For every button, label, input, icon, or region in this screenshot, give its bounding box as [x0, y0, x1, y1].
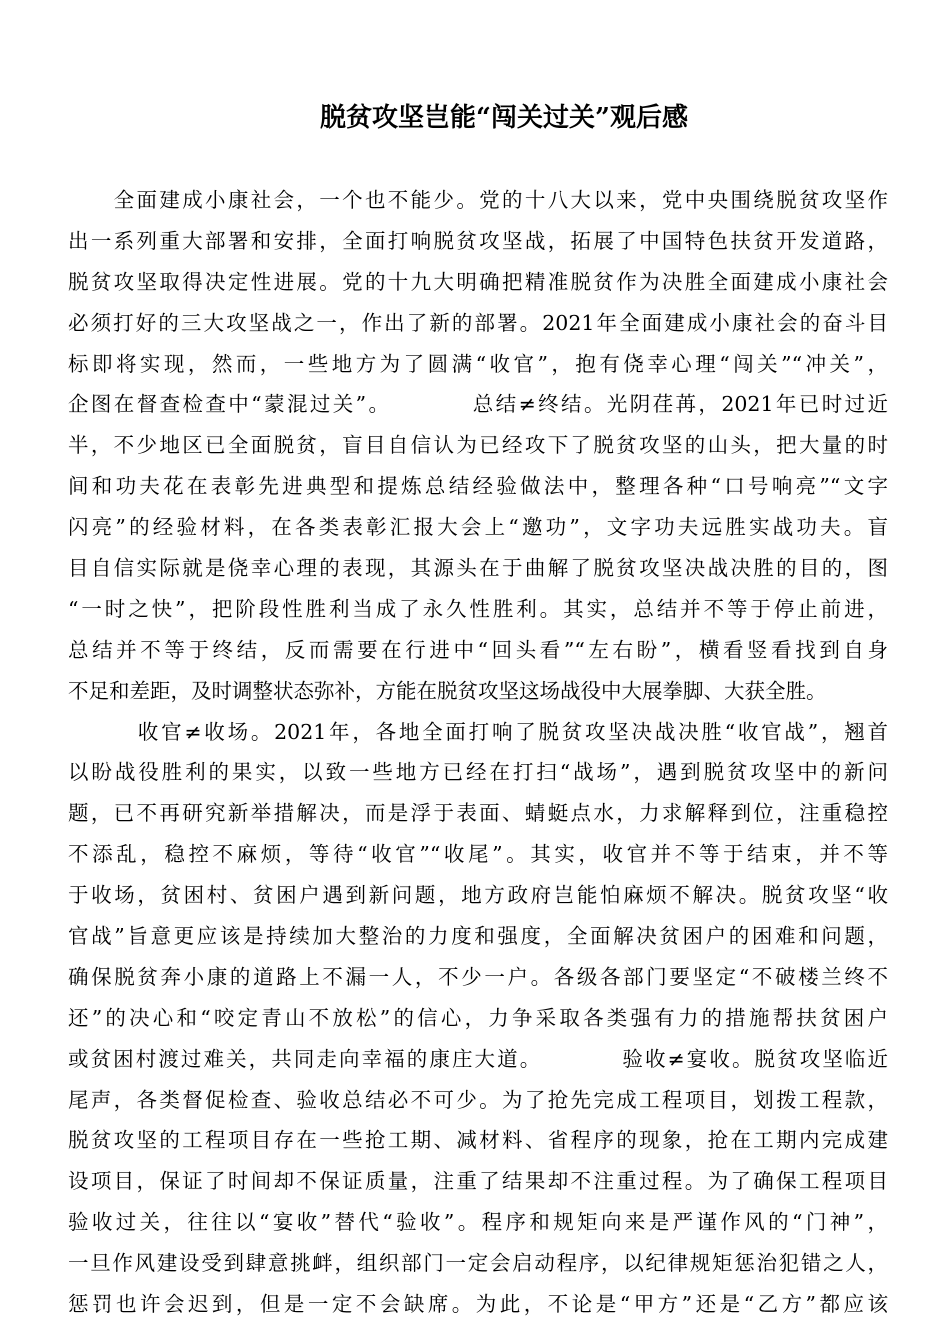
body-line: 确保脱贫奔小康的道路上不漏一人，不少一户。各级各部门要坚定“不破楼兰终不 [68, 964, 888, 989]
body-line: 间和功夫花在表彰先进典型和提炼总结经验做法中，整理各种“口号响亮”“文字 [68, 474, 888, 499]
body-line: 设项目，保证了时间却不保证质量，注重了结果却不注重过程。为了确保工程项目 [68, 1169, 888, 1194]
body-line: 于收场，贫困村、贫困户遇到新问题，地方政府岂能怕麻烦不解决。脱贫攻坚“收 [68, 883, 888, 908]
body-line: 标即将实现，然而，一些地方为了圆满“收官”，抱有侥幸心理“闯关”“冲关”， [68, 351, 888, 376]
body-line: 企图在督查检查中“蒙混过关”。 总结≠终结。光阴荏苒，2021年已时过近 [68, 392, 888, 417]
body-line: 闪亮”的经验材料，在各类表彰汇报大会上“邀功”，文字功夫远胜实战功夫。盲 [68, 515, 888, 540]
body-line: 必须打好的三大攻坚战之一，作出了新的部署。2021年全面建成小康社会的奋斗目 [68, 310, 888, 335]
body-line: 还”的决心和“咬定青山不放松”的信心，力争采取各类强有力的措施帮扶贫困户 [68, 1005, 888, 1030]
body-line: 验收过关，往往以“宴收”替代“验收”。程序和规矩向来是严谨作风的“门神”， [68, 1210, 888, 1235]
body-line: 尾声，各类督促检查、验收总结必不可少。为了抢先完成工程项目，划拨工程款， [68, 1087, 888, 1112]
body-line: 出一系列重大部署和安排，全面打响脱贫攻坚战，拓展了中国特色扶贫开发道路， [68, 228, 888, 253]
body-line: 或贫困村渡过难关，共同走向幸福的康庄大道。 验收≠宴收。脱贫攻坚临近 [68, 1046, 888, 1071]
body-line: 不添乱，稳控不麻烦，等待“收官”“收尾”。其实，收官并不等于结束，并不等 [68, 842, 888, 867]
body-line: 官战”旨意更应该是持续加大整治的力度和强度，全面解决贫困户的困难和问题， [68, 924, 888, 949]
body-line: 脱贫攻坚的工程项目存在一些抢工期、减材料、省程序的现象，抢在工期内完成建 [68, 1128, 888, 1153]
body-line: 题，已不再研究新举措解决，而是浮于表面、蜻蜓点水，力求解释到位，注重稳控 [68, 801, 888, 826]
body-line: 目自信实际就是侥幸心理的表现，其源头在于曲解了脱贫攻坚决战决胜的目的，图 [68, 556, 888, 581]
body-line: 惩罚也许会迟到，但是一定不会缺席。为此，不论是“甲方”还是“乙方”都应该 [68, 1292, 888, 1317]
body-line: 不足和差距，及时调整状态弥补，方能在脱贫攻坚这场战役中大展拳脚、大获全胜。 [68, 678, 827, 703]
document-body [68, 180, 888, 1325]
body-line: 半，不少地区已全面脱贫，盲目自信认为已经攻下了脱贫攻坚的山头，把大量的时 [68, 433, 888, 458]
document-title: 脱贫攻坚岂能“闯关过关”观后感 [320, 103, 688, 133]
body-line: “一时之快”，把阶段性胜利当成了永久性胜利。其实，总结并不等于停止前进， [68, 596, 888, 621]
body-line: 总结并不等于终结，反而需要在行进中“回头看”“左右盼”，横看竖看找到自身 [68, 637, 888, 662]
body-line: 脱贫攻坚取得决定性进展。党的十九大明确把精准脱贫作为决胜全面建成小康社会 [68, 269, 888, 294]
body-line: 收官≠收场。2021年，各地全面打响了脱贫攻坚决战决胜“收官战”，翘首 [68, 719, 888, 744]
body-line: 一旦作风建设受到肆意挑衅，组织部门一定会启动程序，以纪律规矩惩治犯错之人， [68, 1251, 888, 1276]
body-line: 以盼战役胜利的果实，以致一些地方已经在打扫“战场”，遇到脱贫攻坚中的新问 [68, 760, 888, 785]
body-line: 全面建成小康社会，一个也不能少。党的十八大以来，党中央围绕脱贫攻坚作 [68, 188, 888, 212]
